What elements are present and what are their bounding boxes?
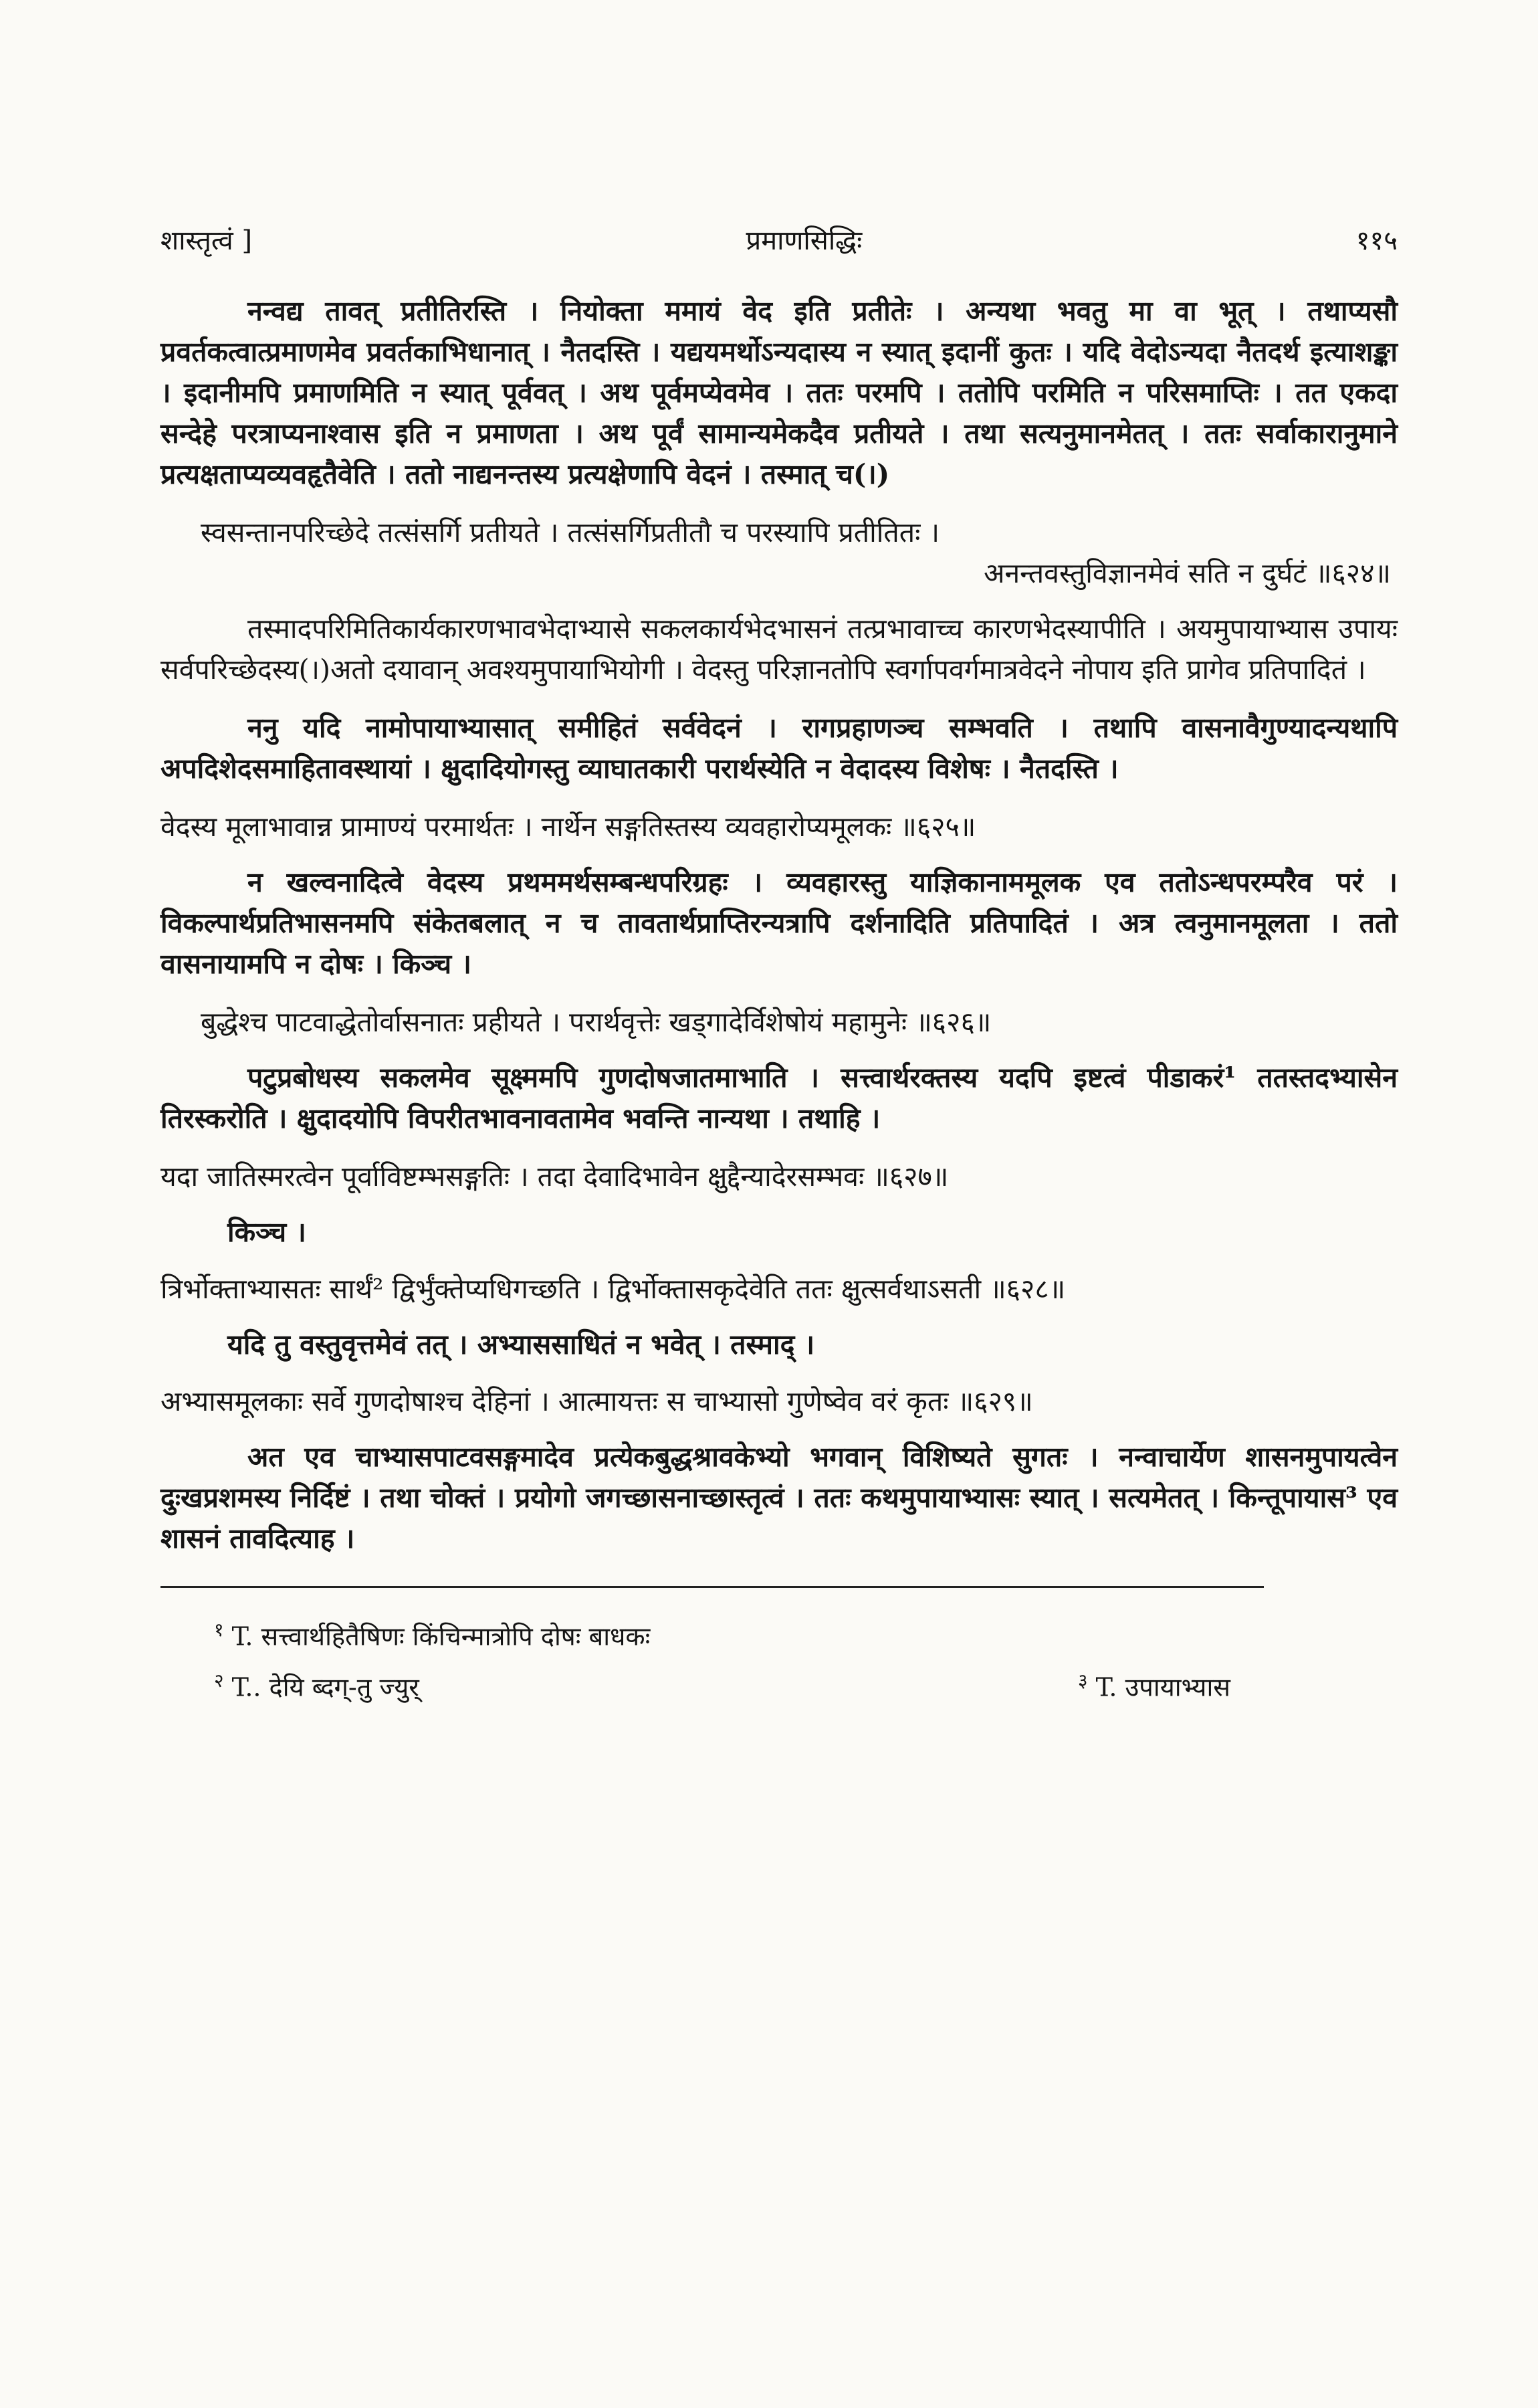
- footnote-marker: ३: [1078, 1669, 1088, 1692]
- page-number: ११५: [1355, 225, 1398, 256]
- short-line: यदि तु वस्तुवृत्तमेवं तत् । अभ्याससाधितं न भवेत् । तस्माद् ।: [227, 1328, 815, 1361]
- header-section: शास्तृत्वं ]: [160, 225, 253, 256]
- paragraph: तस्मादपरिमितिकार्यकारणभावभेदाभ्यासे सकलकार्यभेदभासनं तत्प्रभावाच्च कारणभेदस्यापीति । अयमुपायाभ्यास उपायः सर्वपरिच्छेदस्य(।)अतो दयावान् अवश्यमुपायाभियोगी । वेदस्तु परिज्ञानतोपि स्वर्गापवर्गमात्रवेदने नोपाय इति प्रागेव प्रतिपादितं ।: [160, 613, 1398, 686]
- paragraph: नन्वद्य तावत् प्रतीतिरस्ति । नियोक्ता ममायं वेद इति प्रतीतेः । अन्यथा भवतु मा वा भूत् । तथाप्यसौ प्रवर्तकत्वात्प्रमाणमेव प्रवर्तकाभिधानात् । नैतदस्ति । यद्ययमर्थोऽन्यदास्य न स्यात् इदानीं कुतः । यदि वेदोऽन्यदा नैतदर्थ इत्याशङ्का । इदानीमपि प्रमाणमिति न स्यात् पूर्ववत् । अथ पूर्वमप्येवमेव । ततः परमपि । ततोपि परमिति न परिसमाप्तिः । तत एकदा सन्देहे परत्राप्यनाश्वास इति न प्रमाणता । अथ पूर्वं सामान्यमेकदैव प्रतीयते । तथा सत्यनुमानमेतत् । ततः सर्वाकारानुमाने प्रत्यक्षताप्यव्यवहृतैवेति । ततो नाद्यनन्तस्य प्रत्यक्षेणापि वेदनं । तस्मात् च(।): [160, 295, 1398, 490]
- running-header: [160, 221, 1398, 258]
- verse: [160, 807, 1398, 847]
- verse-line: बुद्धेश्च पाटवाद्धेतोर्वासनातः प्रहीयते । परार्थवृत्तेः खड्गादेर्विशेषोयं महामुनेः ॥६२६॥: [201, 1006, 992, 1038]
- verse-line: अभ्यासमूलकाः सर्वे गुणदोषाश्च देहिनां । आत्मायत्तः स चाभ्यासो गुणेष्वेव वरं कृतः ॥६२९॥: [160, 1385, 1033, 1417]
- paragraph: अत एव चाभ्यासपाटवसङ्गमादेव प्रत्येकबुद्धश्रावकेभ्यो भगवान् विशिष्यते सुगतः । नन्वाचार्येण शासनमुपायत्वेन दुःखप्रशमस्य निर्दिष्टं । तथा चोक्तं । प्रयोगो जगच्छासनाच्छास्तृत्वं । ततः कथमुपायाभ्यासः स्यात् । सत्यमेतत् । किन्तूपायास³ एव शासनं तावदित्याह ।: [160, 1441, 1398, 1554]
- verse: [160, 512, 1398, 594]
- verse-line: यदा जातिस्मरत्वेन पूर्वाविष्टम्भसङ्गतिः । तदा देवादिभावेन क्षुद्दैन्यादेरसम्भवः ॥६२७॥: [160, 1161, 949, 1193]
- footnote-1: [214, 1608, 1398, 1659]
- footnote-text: T. सत्त्वार्थहितैषिणः किंचिन्मात्रोपि दोषः बाधकः: [231, 1621, 651, 1651]
- verse-line: त्रिर्भोक्ताभ्यासतः सार्थं² द्विर्भुंक्तेप्यधिगच्छति । द्विर्भोक्तासकृदेवेति ततः क्षुत्सर्वथाऽसती ॥६२८॥: [160, 1273, 1066, 1305]
- verse-line: अनन्तवस्तुविज्ञानमेवं सति न दुर्घटं ॥६२४॥: [984, 557, 1391, 589]
- verse: [160, 1157, 1398, 1197]
- footnote-rule: [160, 1586, 1264, 1588]
- footnotes: [160, 1608, 1398, 1709]
- verse-line: स्वसन्तानपरिच्छेदे तत्संसर्गि प्रतीयते । तत्संसर्गिप्रतीतौ च परस्यापि प्रतीतितः ।: [201, 516, 940, 548]
- verse: [160, 1002, 1398, 1043]
- footnote-2: [214, 1659, 419, 1710]
- footnote-marker: २: [214, 1669, 224, 1692]
- header-title: प्रमाणसिद्धिः: [746, 225, 863, 256]
- paragraph: न खल्वनादित्वे वेदस्य प्रथममर्थसम्बन्धपरिग्रहः । व्यवहारस्तु याज्ञिकानाममूलक एव ततोऽन्धपरम्परैव परं । विकल्पार्थप्रतिभासनमपि संकेतबलात् न च तावतार्थप्राप्तिरन्यत्रापि दर्शनादिति प्रतिपादितं । अत्र त्वनुमानमूलता । ततो वासनायामपि न दोषः । किञ्च ।: [160, 866, 1398, 980]
- footnote-marker: १: [214, 1619, 224, 1641]
- footnote-text: T. उपायाभ्यास: [1095, 1672, 1230, 1702]
- verse: [160, 1269, 1398, 1310]
- paragraph: पटुप्रबोधस्य सकलमेव सूक्ष्ममपि गुणदोषजातमाभाति । सत्त्वार्थरक्तस्य यदपि इष्टत्वं पीडाकरं¹ ततस्तदभ्यासेन तिरस्करोति । क्षुदादयोपि विपरीतभावनावतामेव भवन्ति नान्यथा । तथाहि ।: [160, 1062, 1398, 1134]
- paragraph: ननु यदि नामोपायाभ्यासात् समीहितं सर्ववेदनं । रागप्रहाणञ्च सम्भवति । तथापि वासनावैगुण्यादन्यथापि अपदिशेदसमाहितावस्थायां । क्षुदादियोगस्तु व्याघातकारी परार्थस्येति न वेदादस्य विशेषः । नैतदस्ति ।: [160, 712, 1398, 785]
- footnote-text: T.. देयि ब्दग्-तु ज्युर्: [231, 1672, 419, 1702]
- body-text: [160, 291, 1398, 1559]
- footnote-3: [1078, 1659, 1230, 1710]
- verse: [160, 1381, 1398, 1422]
- verse-line: वेदस्य मूलाभावान्न प्रामाण्यं परमार्थतः । नार्थेन सङ्गतिस्तस्य व्यवहारोप्यमूलकः ॥६२५॥: [160, 811, 976, 843]
- short-line: किञ्च ।: [227, 1216, 306, 1248]
